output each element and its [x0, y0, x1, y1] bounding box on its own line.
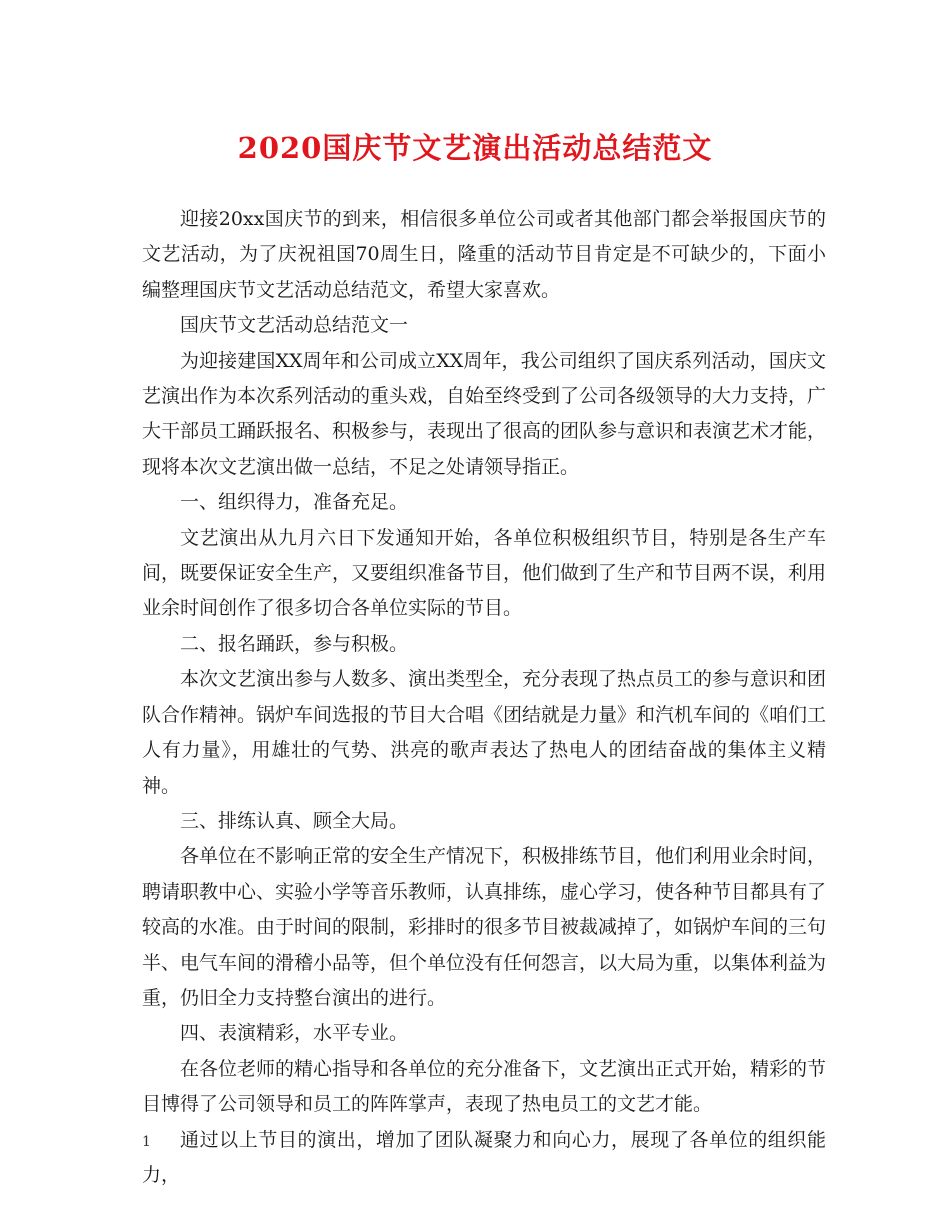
paragraph-intro: 迎接20xx国庆节的到来，相信很多单位公司或者其他部门都会举报国庆节的文艺活动，为了庆祝祖国70周生日，隆重的活动节目肯定是不可缺少的，下面小编整理国庆节文艺活动总结范文，希望大家喜欢。 — [142, 208, 826, 301]
paragraph: 在各位老师的精心指导和各单位的充分准备下，文艺演出正式开始，精彩的节目博得了公司领导和员工的阵阵掌声，表现了热电员工的文艺才能。 — [142, 1057, 827, 1116]
paragraph: 为迎接建国XX周年和公司成立XX周年，我公司组织了国庆系列活动，国庆文艺演出作为本次系列活动的重头戏，自始至终受到了公司各级领导的大力支持，广大干部员工踊跃报名、积极参与，表现出了很高的团队参与意识和表演艺术才能，现将本次文艺演出做一总结，不足之处请领导指正。 — [142, 349, 827, 478]
document-body — [142, 202, 826, 1193]
paragraph: 本次文艺演出参与人数多、演出类型全，充分表现了热点员工的参与意识和团队合作精神。锅炉车间选报的节目大合唱《团结就是力量》和汽机车间的《咱们工人有力量》，用雄壮的气势、洪亮的歌声表达了热电人的团结奋战的集体主义精神。 — [142, 668, 827, 797]
paragraph: 通过以上节目的演出，增加了团队凝聚力和向心力，展现了各单位的组织能力， — [142, 1128, 826, 1186]
document-title: 2020国庆节文艺演出活动总结范文 — [237, 131, 713, 165]
paragraph: 文艺演出从九月六日下发通知开始，各单位积极组织节目，特别是各生产车间，既要保证安全生产，又要组织准备节目，他们做到了生产和节目两不误，利用业余时间创作了很多切合各单位实际的节目。 — [142, 526, 827, 620]
page-number: 1 — [142, 1134, 151, 1150]
paragraph-subheading: 二、报名踊跃，参与积极。 — [180, 632, 409, 655]
paragraph: 各单位在不影响正常的安全生产情况下，积极排练节目，他们利用业余时间，聘请职教中心、实验小学等音乐教师，认真排练，虚心学习，使各种节目都具有了较高的水准。由于时间的限制，彩排时的很多节目被裁减掉了，如锅炉车间的三句半、电气车间的滑稽小品等，但个单位没有任何怨言，以大局为重，以集体利益为重，仍旧全力支持整台演出的进行。 — [142, 845, 827, 1009]
paragraph-section-heading: 国庆节文艺活动总结范文一 — [180, 314, 409, 337]
paragraph-subheading: 四、表演精彩，水平专业。 — [180, 1022, 409, 1045]
paragraph-subheading: 一、组织得力，准备充足。 — [180, 491, 409, 514]
paragraph-subheading: 三、排练认真、顾全大局。 — [180, 809, 409, 832]
